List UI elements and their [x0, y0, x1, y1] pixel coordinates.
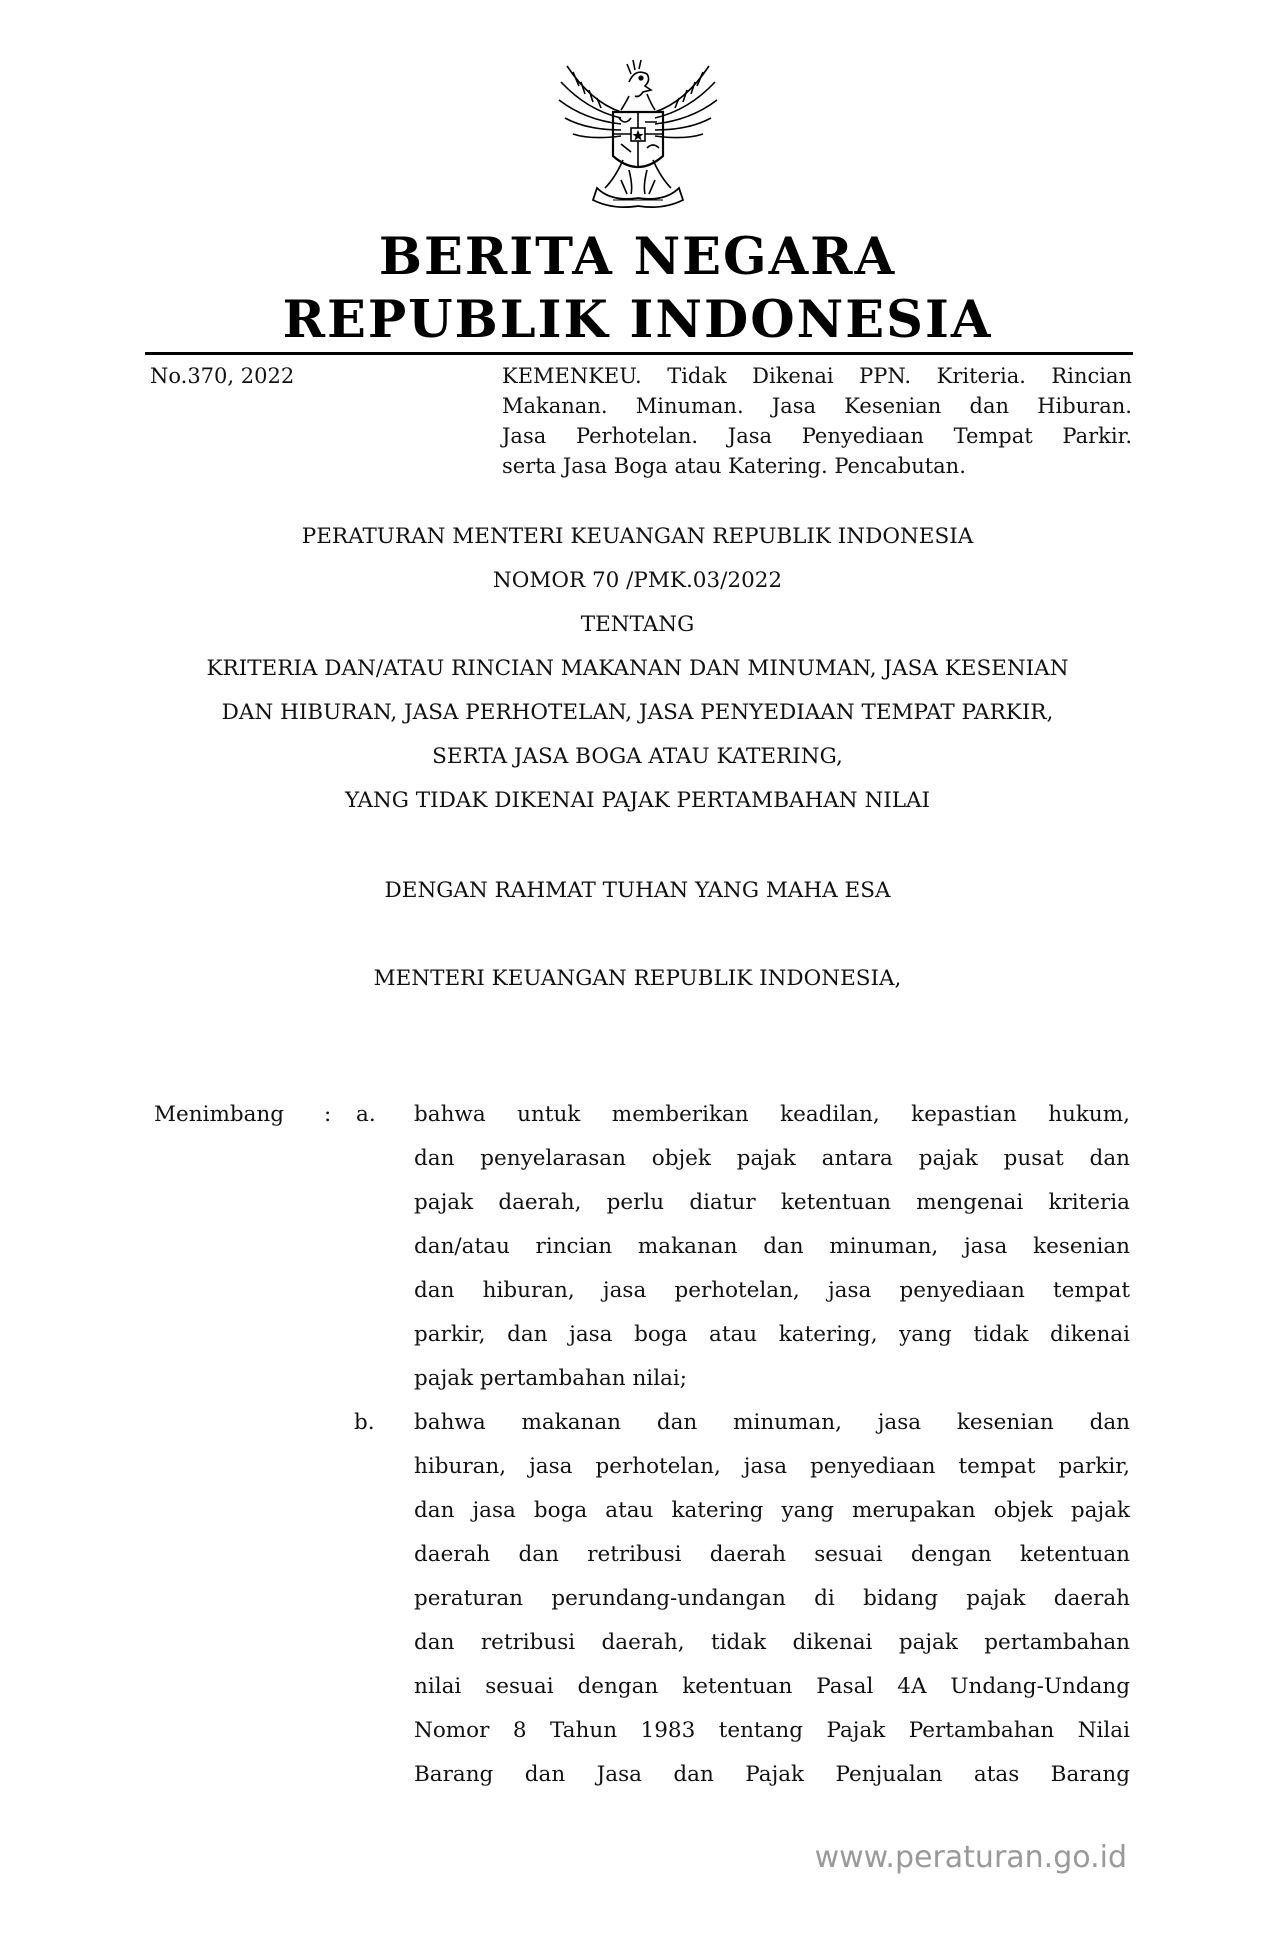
consideration-line: hiburan, jasa perhotelan, jasa penyediaan tempat parkir,	[414, 1454, 1130, 1479]
regulation-number: NOMOR 70 /PMK.03/2022	[492, 568, 783, 593]
issue-summary-line: KEMENKEU. Tidak Dikenai PPN. Kriteria. Rincian	[502, 364, 1132, 388]
consideration-line: nilai sesuai dengan ketentuan Pasal 4A Undang-Undang	[414, 1674, 1130, 1699]
consideration-line: dan retribusi daerah, tidak dikenai pajak pertambahan	[414, 1630, 1130, 1655]
consideration-line: pajak daerah, perlu diatur ketentuan mengenai kriteria	[414, 1190, 1130, 1215]
website-watermark: www.peraturan.go.id	[814, 1840, 1127, 1875]
consideration-line: Nomor 8 Tahun 1983 tentang Pajak Pertambahan Nilai	[414, 1718, 1130, 1743]
issuing-authority: MENTERI KEUANGAN REPUBLIK INDONESIA,	[373, 966, 902, 991]
issue-summary	[502, 361, 1132, 481]
consideration-line: daerah dan retribusi daerah sesuai dengan ketentuan	[414, 1542, 1130, 1567]
consideration-line: dan hiburan, jasa perhotelan, jasa penyediaan tempat	[414, 1278, 1130, 1303]
issue-summary-line: Jasa Perhotelan. Jasa Penyediaan Tempat Parkir.	[502, 424, 1132, 448]
consideration-line: bahwa makanan dan minuman, jasa kesenian dan	[414, 1410, 1130, 1435]
regulation-subject-line: KRITERIA DAN/ATAU RINCIAN MAKANAN DAN MINUMAN, JASA KESENIAN	[206, 656, 1069, 681]
consideration-line: dan jasa boga atau katering yang merupakan objek pajak	[414, 1498, 1130, 1523]
consideration-b-text	[414, 1401, 1130, 1797]
issue-number: No.370, 2022	[150, 364, 295, 388]
consideration-line: dan/atau rincian makanan dan minuman, jasa kesenian	[414, 1234, 1130, 1259]
gazette-title-line1: BERITA NEGARA	[378, 227, 897, 287]
considerations-colon: :	[324, 1102, 332, 1127]
consideration-line: bahwa untuk memberikan keadilan, kepastian hukum,	[414, 1102, 1130, 1127]
issue-summary-line: Makanan. Minuman. Jasa Kesenian dan Hiburan.	[502, 394, 1132, 418]
garuda-emblem-icon	[551, 52, 725, 220]
consideration-line: pajak pertambahan nilai;	[414, 1366, 688, 1391]
header-divider	[145, 352, 1133, 355]
invocation: DENGAN RAHMAT TUHAN YANG MAHA ESA	[384, 878, 891, 903]
consideration-a-text	[414, 1093, 1130, 1401]
issue-summary-line: serta Jasa Boga atau Katering. Pencabutan.	[502, 454, 966, 478]
consideration-line: dan penyelarasan objek pajak antara pajak pusat dan	[414, 1146, 1130, 1171]
consideration-line: parkir, dan jasa boga atau katering, yang tidak dikenai	[414, 1322, 1130, 1347]
gazette-title-line2: REPUBLIK INDONESIA	[282, 290, 993, 350]
consideration-line: Barang dan Jasa dan Pajak Penjualan atas Barang	[414, 1762, 1130, 1787]
regulation-subject-line: YANG TIDAK DIKENAI PAJAK PERTAMBAHAN NILAI	[344, 788, 931, 813]
consideration-line: peraturan perundang-undangan di bidang pajak daerah	[414, 1586, 1130, 1611]
regulation-issuer: PERATURAN MENTERI KEUANGAN REPUBLIK INDONESIA	[301, 524, 974, 549]
regulation-subject-line: DAN HIBURAN, JASA PERHOTELAN, JASA PENYEDIAAN TEMPAT PARKIR,	[221, 700, 1054, 725]
regulation-subject-line: SERTA JASA BOGA ATAU KATERING,	[432, 744, 843, 769]
considerations-label: Menimbang	[154, 1102, 285, 1127]
regulation-about: TENTANG	[580, 612, 695, 637]
consideration-marker-a: a.	[356, 1102, 376, 1127]
consideration-marker-b: b.	[354, 1410, 375, 1435]
